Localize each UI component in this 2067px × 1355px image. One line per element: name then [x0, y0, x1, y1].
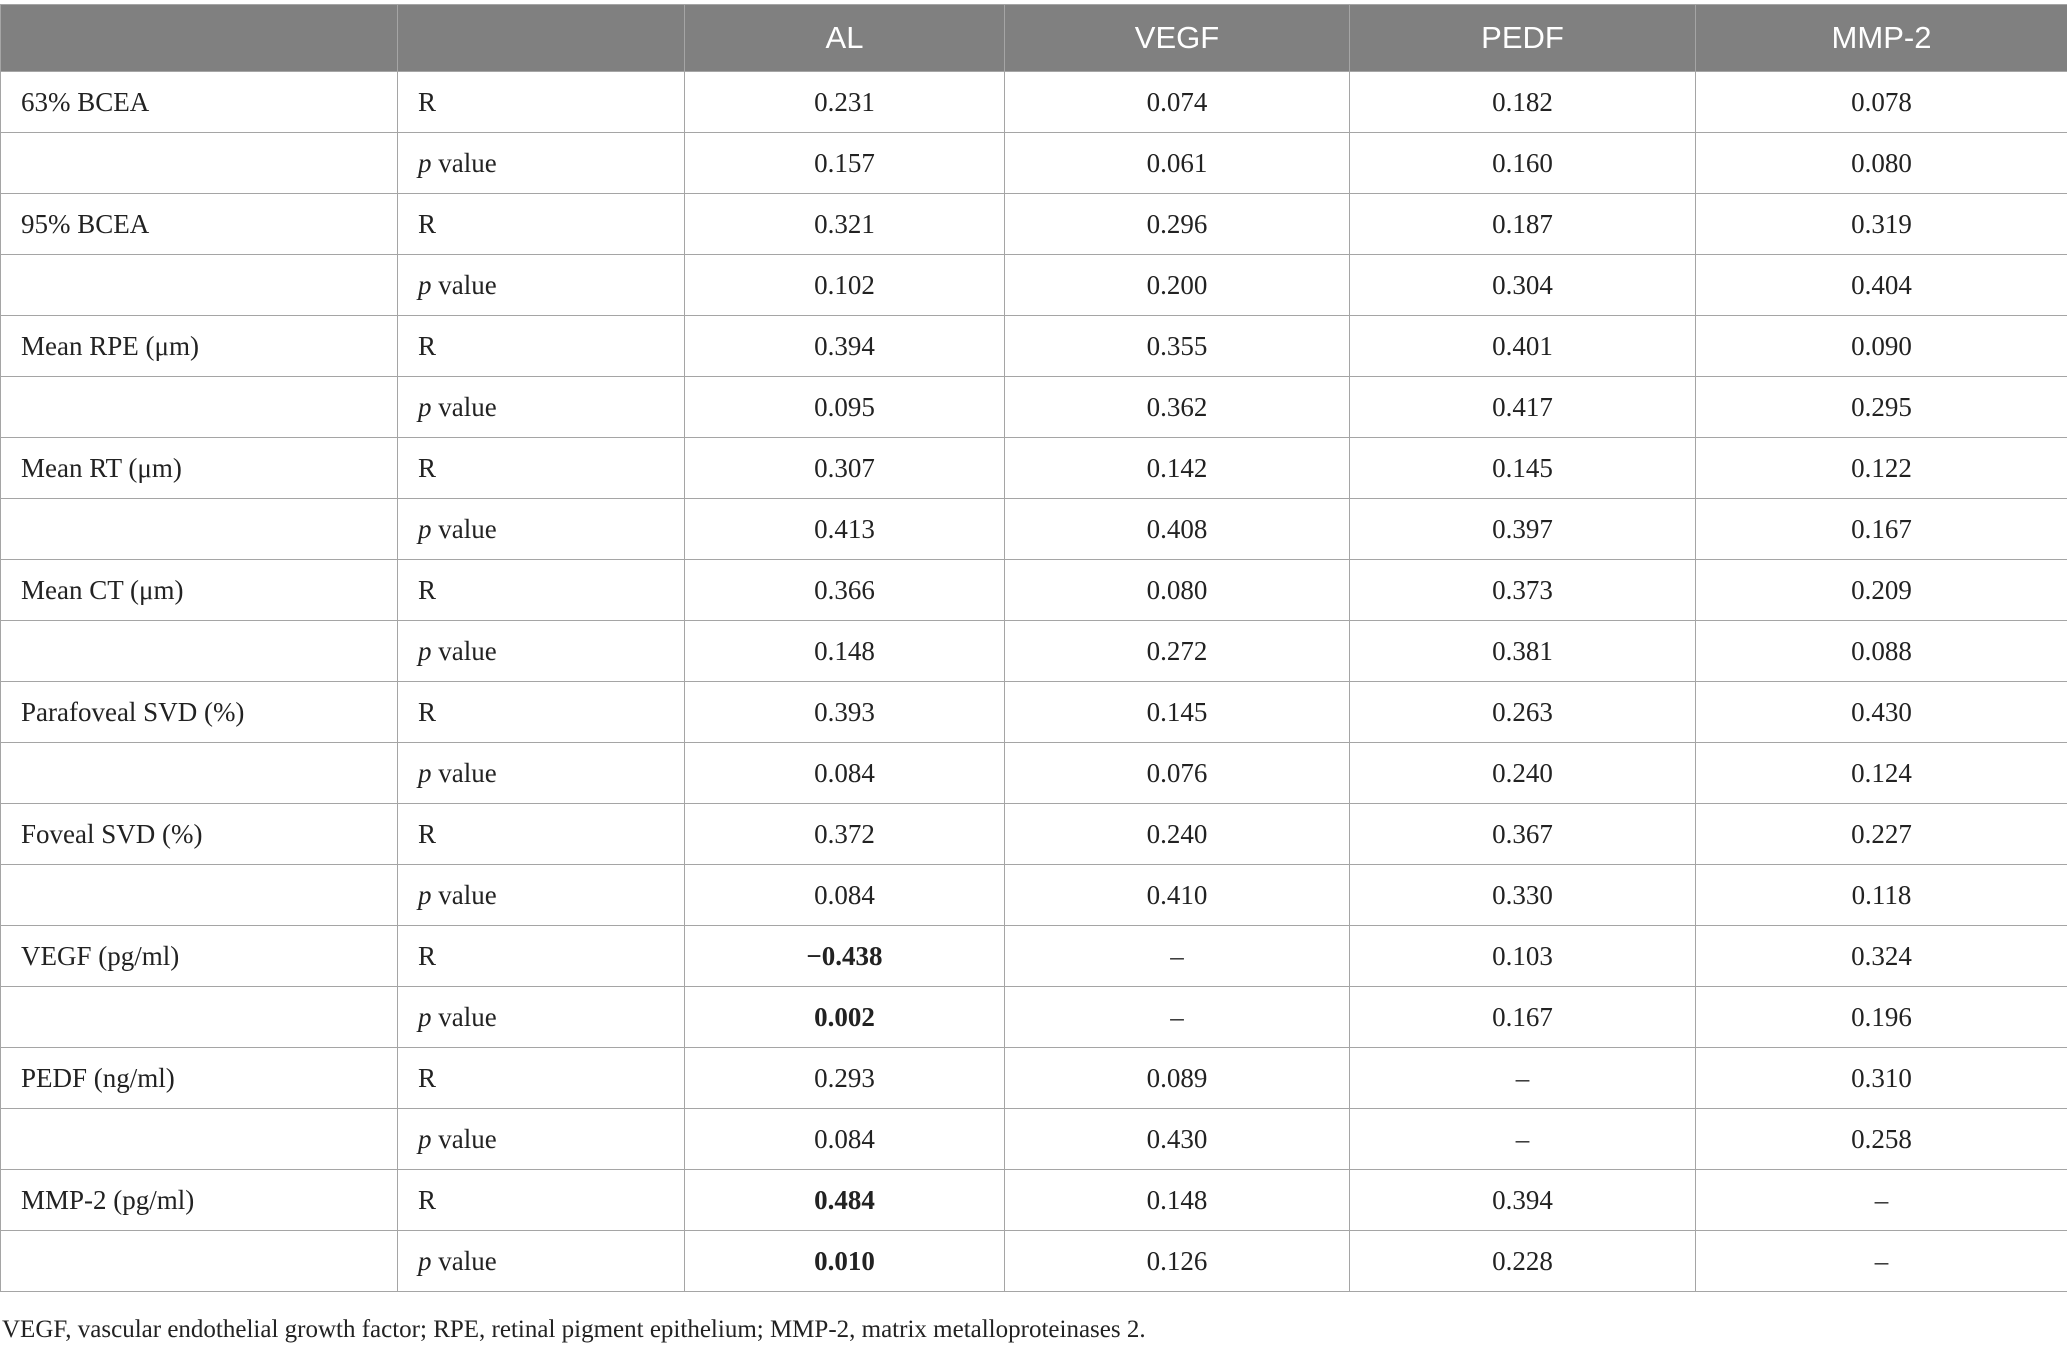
- p-value-cell: 0.196: [1696, 987, 2067, 1048]
- header-cell-pedf: PEDF: [1350, 5, 1696, 72]
- r-value-cell: 0.394: [685, 316, 1005, 377]
- p-value-cell: 0.430: [1005, 1109, 1350, 1170]
- p-value-cell: 0.272: [1005, 621, 1350, 682]
- empty-cell: [1, 621, 398, 682]
- stat-label-r: R: [398, 560, 685, 621]
- r-value-cell: 0.182: [1350, 72, 1696, 133]
- variable-label: Foveal SVD (%): [1, 804, 398, 865]
- r-value-cell: 0.321: [685, 194, 1005, 255]
- p-italic: p: [418, 757, 432, 788]
- r-value-cell: 0.401: [1350, 316, 1696, 377]
- p-value-cell: 0.118: [1696, 865, 2067, 926]
- variable-label: PEDF (ng/ml): [1, 1048, 398, 1109]
- r-value-cell: 0.263: [1350, 682, 1696, 743]
- empty-cell: [1, 499, 398, 560]
- table-row: [1, 987, 2067, 1048]
- r-value-cell: 0.145: [1005, 682, 1350, 743]
- p-italic: p: [418, 1245, 432, 1276]
- r-value-cell: 0.090: [1696, 316, 2067, 377]
- p-value-cell: 0.404: [1696, 255, 2067, 316]
- table-row: [1, 316, 2067, 377]
- table-footnote: VEGF, vascular endothelial growth factor; RPE, retinal pigment epithelium; MMP-2, matrix metalloproteinases 2.: [2, 1316, 1146, 1343]
- r-value-cell: 0.231: [685, 72, 1005, 133]
- p-value-cell: 0.200: [1005, 255, 1350, 316]
- p-value-cell: 0.417: [1350, 377, 1696, 438]
- p-value-cell: 0.157: [685, 133, 1005, 194]
- p-value-cell: 0.381: [1350, 621, 1696, 682]
- p-italic: p: [418, 269, 432, 300]
- p-value-cell: 0.088: [1696, 621, 2067, 682]
- stat-label-r: R: [398, 1170, 685, 1231]
- r-value-cell: 0.227: [1696, 804, 2067, 865]
- empty-cell: [1, 133, 398, 194]
- r-value-cell: 0.209: [1696, 560, 2067, 621]
- empty-cell: [1, 865, 398, 926]
- stat-label-p: [398, 1231, 685, 1292]
- p-rest: value: [431, 1245, 497, 1276]
- p-rest: value: [431, 269, 497, 300]
- variable-label: Mean RPE (μm): [1, 316, 398, 377]
- p-value-cell: 0.228: [1350, 1231, 1696, 1292]
- r-value-cell: 0.148: [1005, 1170, 1350, 1231]
- table-row: [1, 255, 2067, 316]
- stat-label-r: R: [398, 72, 685, 133]
- r-value-cell: 0.187: [1350, 194, 1696, 255]
- header-cell-statistic: [398, 5, 685, 72]
- p-rest: value: [431, 391, 497, 422]
- r-value-cell: 0.366: [685, 560, 1005, 621]
- r-value-cell: 0.324: [1696, 926, 2067, 987]
- p-italic: p: [418, 1001, 432, 1032]
- r-value-cell: 0.430: [1696, 682, 2067, 743]
- p-value-cell: 0.080: [1696, 133, 2067, 194]
- r-value-cell: 0.078: [1696, 72, 2067, 133]
- p-value-cell: 0.061: [1005, 133, 1350, 194]
- r-value-cell: 0.142: [1005, 438, 1350, 499]
- r-value-cell: 0.372: [685, 804, 1005, 865]
- stat-label-p: [398, 133, 685, 194]
- variable-label: Mean RT (μm): [1, 438, 398, 499]
- header-cell-variable: [1, 5, 398, 72]
- variable-label: MMP-2 (pg/ml): [1, 1170, 398, 1231]
- p-rest: value: [431, 635, 497, 666]
- r-value-cell: 0.145: [1350, 438, 1696, 499]
- r-value-cell: 0.293: [685, 1048, 1005, 1109]
- r-value-cell: 0.074: [1005, 72, 1350, 133]
- p-value-cell: 0.413: [685, 499, 1005, 560]
- variable-label: 95% BCEA: [1, 194, 398, 255]
- correlation-table: [0, 4, 2067, 1292]
- p-rest: value: [431, 147, 497, 178]
- table-row: [1, 743, 2067, 804]
- stat-label-p: [398, 621, 685, 682]
- table-row: [1, 865, 2067, 926]
- stat-label-r: R: [398, 194, 685, 255]
- p-value-cell: 0.304: [1350, 255, 1696, 316]
- p-value-cell: 0.076: [1005, 743, 1350, 804]
- table-row: [1, 194, 2067, 255]
- r-value-cell: 0.240: [1005, 804, 1350, 865]
- p-value-cell: –: [1350, 1109, 1696, 1170]
- stat-label-p: [398, 1109, 685, 1170]
- table-row: [1, 1048, 2067, 1109]
- p-value-cell: 0.167: [1696, 499, 2067, 560]
- p-value-cell: –: [1696, 1231, 2067, 1292]
- header-cell-vegf: VEGF: [1005, 5, 1350, 72]
- table-row: [1, 560, 2067, 621]
- p-value-cell: 0.408: [1005, 499, 1350, 560]
- r-value-cell: 0.296: [1005, 194, 1350, 255]
- p-value-cell: 0.102: [685, 255, 1005, 316]
- stat-label-r: R: [398, 926, 685, 987]
- stat-label-p: [398, 743, 685, 804]
- header-row: [1, 5, 2067, 72]
- p-rest: value: [431, 757, 497, 788]
- empty-cell: [1, 377, 398, 438]
- variable-label: Parafoveal SVD (%): [1, 682, 398, 743]
- p-value-cell: –: [1005, 987, 1350, 1048]
- p-italic: p: [418, 391, 432, 422]
- r-value-cell: 0.484: [685, 1170, 1005, 1231]
- p-value-cell: 0.295: [1696, 377, 2067, 438]
- r-value-cell: 0.319: [1696, 194, 2067, 255]
- table-row: [1, 499, 2067, 560]
- empty-cell: [1, 743, 398, 804]
- empty-cell: [1, 255, 398, 316]
- table-row: [1, 438, 2067, 499]
- table-row: [1, 1231, 2067, 1292]
- variable-label: Mean CT (μm): [1, 560, 398, 621]
- table-row: [1, 682, 2067, 743]
- p-italic: p: [418, 513, 432, 544]
- p-italic: p: [418, 147, 432, 178]
- p-rest: value: [431, 1001, 497, 1032]
- p-rest: value: [431, 513, 497, 544]
- r-value-cell: 0.310: [1696, 1048, 2067, 1109]
- table-row: [1, 72, 2067, 133]
- stat-label-p: [398, 255, 685, 316]
- p-value-cell: 0.084: [685, 865, 1005, 926]
- r-value-cell: –: [1005, 926, 1350, 987]
- r-value-cell: −0.438: [685, 926, 1005, 987]
- p-value-cell: 0.002: [685, 987, 1005, 1048]
- table-row: [1, 926, 2067, 987]
- p-value-cell: 0.167: [1350, 987, 1696, 1048]
- p-value-cell: 0.160: [1350, 133, 1696, 194]
- stat-label-p: [398, 987, 685, 1048]
- empty-cell: [1, 1109, 398, 1170]
- p-italic: p: [418, 879, 432, 910]
- r-value-cell: 0.367: [1350, 804, 1696, 865]
- r-value-cell: 0.394: [1350, 1170, 1696, 1231]
- stat-label-r: R: [398, 804, 685, 865]
- p-value-cell: 0.084: [685, 743, 1005, 804]
- p-value-cell: 0.126: [1005, 1231, 1350, 1292]
- table-header: [1, 5, 2067, 72]
- stat-label-p: [398, 499, 685, 560]
- p-value-cell: 0.258: [1696, 1109, 2067, 1170]
- r-value-cell: –: [1696, 1170, 2067, 1231]
- table-row: [1, 804, 2067, 865]
- p-value-cell: 0.240: [1350, 743, 1696, 804]
- header-cell-al: AL: [685, 5, 1005, 72]
- p-rest: value: [431, 1123, 497, 1154]
- p-rest: value: [431, 879, 497, 910]
- r-value-cell: 0.355: [1005, 316, 1350, 377]
- stat-label-r: R: [398, 1048, 685, 1109]
- stat-label-p: [398, 377, 685, 438]
- r-value-cell: 0.089: [1005, 1048, 1350, 1109]
- p-value-cell: 0.397: [1350, 499, 1696, 560]
- p-value-cell: 0.410: [1005, 865, 1350, 926]
- r-value-cell: –: [1350, 1048, 1696, 1109]
- r-value-cell: 0.080: [1005, 560, 1350, 621]
- variable-label: VEGF (pg/ml): [1, 926, 398, 987]
- p-italic: p: [418, 1123, 432, 1154]
- header-cell-mmp2: MMP-2: [1696, 5, 2067, 72]
- table-row: [1, 1170, 2067, 1231]
- stat-label-r: R: [398, 682, 685, 743]
- p-value-cell: 0.124: [1696, 743, 2067, 804]
- p-value-cell: 0.095: [685, 377, 1005, 438]
- table-row: [1, 621, 2067, 682]
- r-value-cell: 0.307: [685, 438, 1005, 499]
- empty-cell: [1, 987, 398, 1048]
- r-value-cell: 0.373: [1350, 560, 1696, 621]
- stat-label-r: R: [398, 438, 685, 499]
- r-value-cell: 0.103: [1350, 926, 1696, 987]
- p-value-cell: 0.010: [685, 1231, 1005, 1292]
- stat-label-r: R: [398, 316, 685, 377]
- table-row: [1, 377, 2067, 438]
- p-italic: p: [418, 635, 432, 666]
- table-row: [1, 1109, 2067, 1170]
- p-value-cell: 0.330: [1350, 865, 1696, 926]
- p-value-cell: 0.362: [1005, 377, 1350, 438]
- r-value-cell: 0.393: [685, 682, 1005, 743]
- empty-cell: [1, 1231, 398, 1292]
- stat-label-p: [398, 865, 685, 926]
- variable-label: 63% BCEA: [1, 72, 398, 133]
- p-value-cell: 0.084: [685, 1109, 1005, 1170]
- r-value-cell: 0.122: [1696, 438, 2067, 499]
- table-body: [1, 72, 2067, 1292]
- table-row: [1, 133, 2067, 194]
- p-value-cell: 0.148: [685, 621, 1005, 682]
